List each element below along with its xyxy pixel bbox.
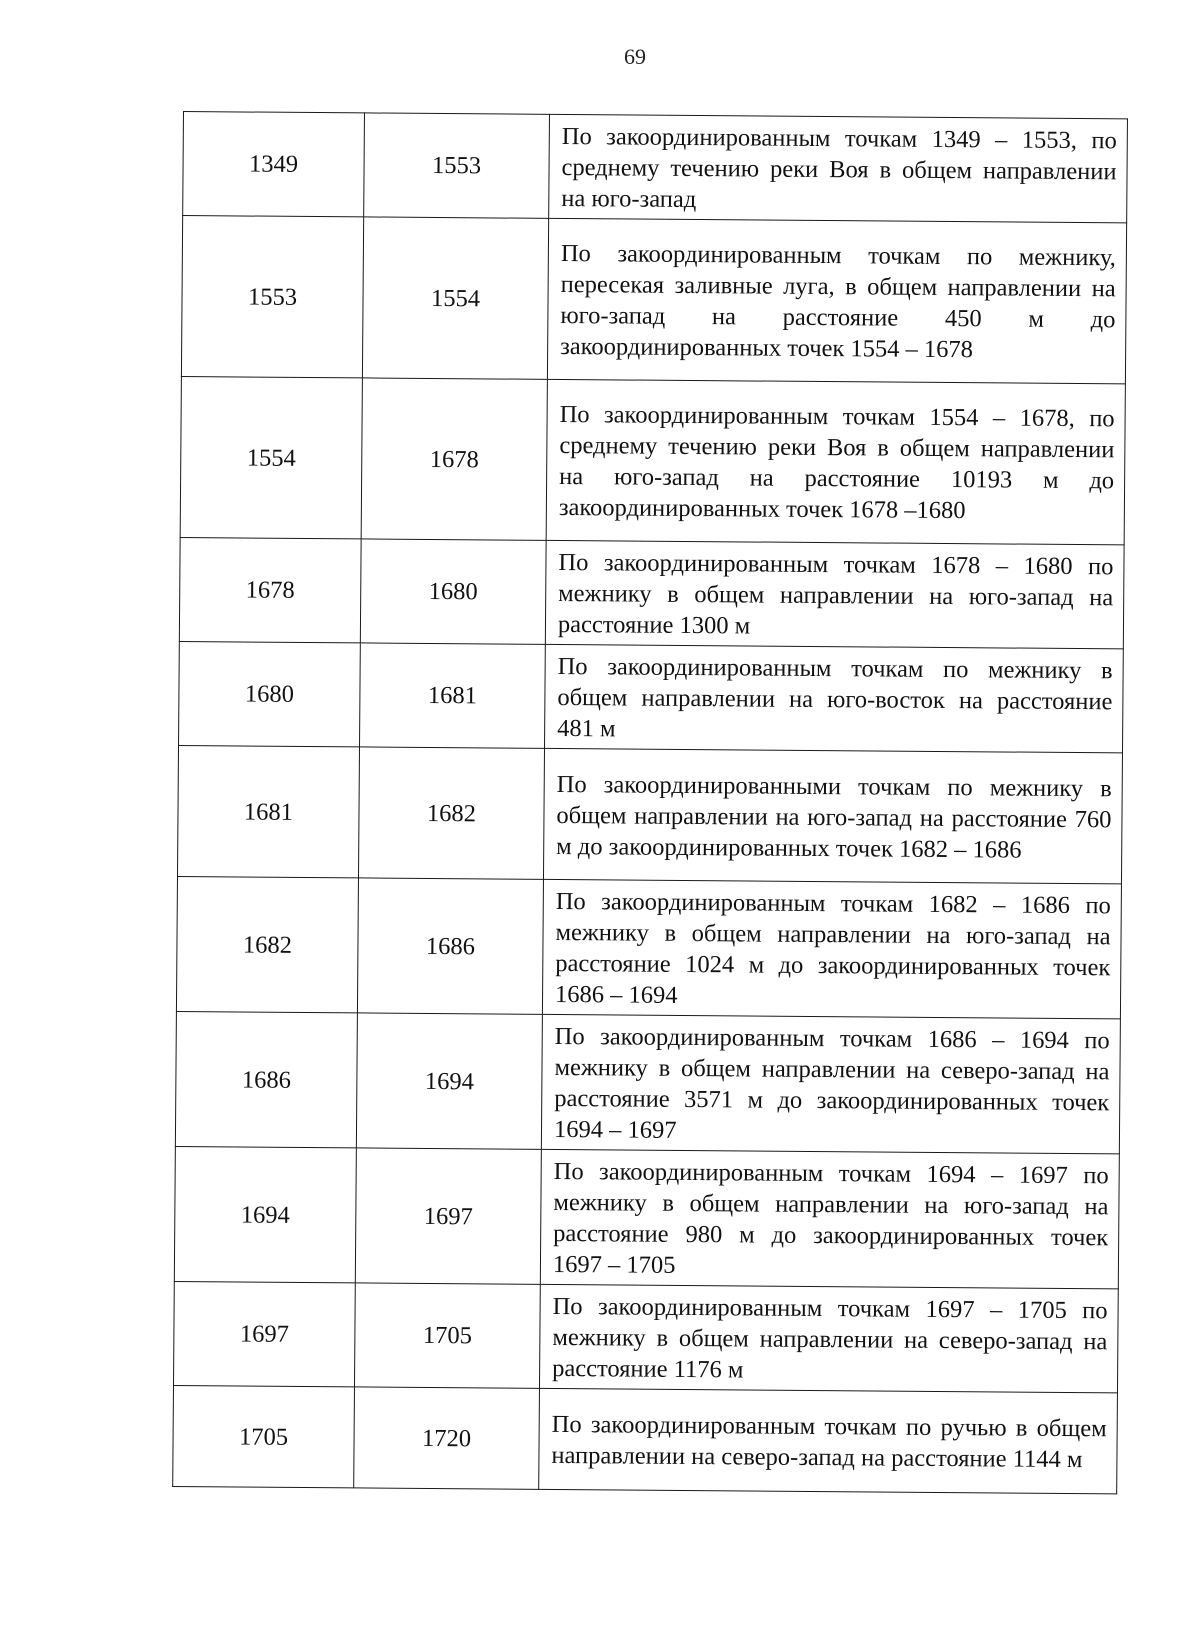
description-cell: По закоординированным точкам 1686 – 1694 по межнику в общем направлении на северо-запад на расстояние 3571 м до закоординированных точек 1694 – 1697 [541, 1014, 1120, 1154]
from-point-cell: 1349 [183, 112, 365, 217]
from-point-cell: 1705 [173, 1385, 355, 1487]
table-row [177, 745, 1122, 883]
from-point-cell: 1686 [175, 1011, 357, 1147]
description-cell: По закоординированным точкам 1678 – 1680 по межнику в общем направлении на юго-запад на расстояние 1300 м [545, 540, 1124, 649]
to-point-cell: 1553 [364, 113, 550, 218]
table-row [179, 537, 1124, 648]
description-cell: По закоординированным точкам 1682 – 1686 по межнику в общем направлении на юго-запад на расстояние 1024 м до закоординированных точек 1686 – 1694 [542, 879, 1121, 1019]
from-point-cell: 1697 [173, 1281, 355, 1386]
to-point-cell: 1680 [360, 539, 546, 644]
to-point-cell: 1686 [357, 878, 543, 1014]
table-row [180, 376, 1125, 544]
description-cell: По закоординированным точкам 1349 – 1553, по среднему течению реки Воя в общем направлении на юго-запад [549, 114, 1128, 223]
to-point-cell: 1678 [361, 378, 547, 540]
description-cell: По закоординированным точкам 1694 – 1697 по межнику в общем направлении на юго-запад на расстояние 980 м до закоординированных точек 1697 – 1705 [540, 1149, 1119, 1289]
description-cell: По закоординированным точкам 1554 – 1678, по среднему течению реки Воя в общем направлении на юго-запад на расстояние 10193 м до закоординированных точек 1678 –1680 [546, 379, 1125, 545]
from-point-cell: 1678 [179, 537, 361, 642]
table-row [176, 876, 1121, 1018]
to-point-cell: 1705 [354, 1283, 540, 1388]
table-row [174, 1146, 1119, 1288]
table-row [179, 641, 1124, 752]
description-cell: По закоординированным точкам по ручью в общем направлении на северо-запад на расстояние 1144 м [539, 1388, 1118, 1494]
table-row [175, 1011, 1120, 1153]
from-point-cell: 1553 [181, 216, 363, 378]
boundary-table-container [172, 111, 1128, 1494]
from-point-cell: 1554 [180, 376, 362, 538]
table-row [173, 1281, 1118, 1392]
from-point-cell: 1694 [174, 1146, 356, 1282]
description-cell: По закоординированным точкам по межнику в общем направлении на юго-восток на расстояние 481 м [545, 644, 1124, 753]
table-row [173, 1385, 1118, 1493]
table-row [181, 216, 1126, 384]
description-cell: По закоординированными точкам по межнику в общем направлении на юго-запад на расстояние 760 м до закоординированных точек 1682 – 1686 [543, 748, 1122, 884]
from-point-cell: 1680 [179, 641, 361, 746]
page-number: 69 [624, 44, 646, 69]
to-point-cell: 1681 [360, 643, 546, 748]
description-cell: По закоординированным точкам 1697 – 1705 по межнику в общем направлении на северо-запад на расстояние 1176 м [539, 1284, 1118, 1393]
to-point-cell: 1554 [362, 217, 548, 379]
table-row [183, 112, 1128, 223]
from-point-cell: 1681 [177, 745, 359, 877]
boundary-table [172, 111, 1128, 1494]
to-point-cell: 1697 [355, 1148, 541, 1284]
from-point-cell: 1682 [176, 876, 358, 1012]
to-point-cell: 1720 [354, 1387, 540, 1489]
to-point-cell: 1682 [358, 747, 544, 879]
boundary-table-body [173, 112, 1128, 1494]
to-point-cell: 1694 [356, 1013, 542, 1149]
description-cell: По закоординированным точкам по межнику, пересекая заливные луга, в общем направлении на юго-запад на расстояние 450 м до закоординированных точек 1554 – 1678 [547, 218, 1126, 384]
